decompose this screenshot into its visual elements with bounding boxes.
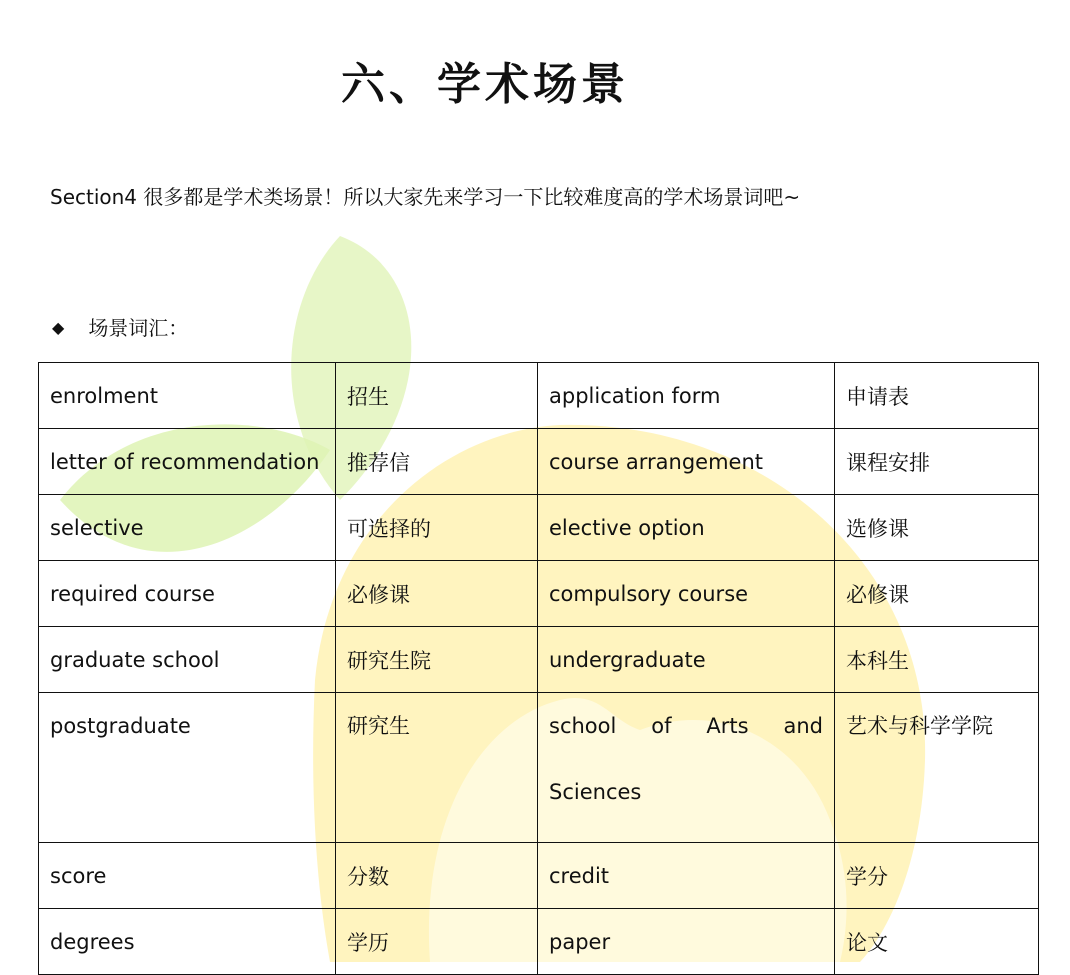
term-en: [39, 693, 336, 843]
term-zh: 学分: [835, 843, 1039, 909]
term-en-line1: [549, 711, 823, 741]
table-row: [39, 561, 1039, 627]
term-en: required course: [39, 561, 336, 627]
term-en: graduate school: [39, 627, 336, 693]
table-row: [39, 363, 1039, 429]
term-zh: 申请表: [835, 363, 1039, 429]
term-zh: 招生: [336, 363, 538, 429]
term-zh: 本科生: [835, 627, 1039, 693]
term-word: school: [549, 714, 617, 738]
term-en: paper: [538, 909, 835, 975]
table-row: [39, 627, 1039, 693]
term-en: course arrangement: [538, 429, 835, 495]
term-en-line2: Sciences: [549, 780, 642, 804]
term-zh-text: 艺术与科学学院: [846, 714, 993, 738]
term-en: credit: [538, 843, 835, 909]
term-zh-text: 研究生: [347, 714, 410, 738]
term-en: elective option: [538, 495, 835, 561]
table-row: [39, 495, 1039, 561]
term-zh: [336, 693, 538, 843]
vocab-table: [38, 362, 1039, 975]
term-word: Arts: [706, 714, 749, 738]
term-en-text: postgraduate: [50, 714, 191, 738]
page-title: 六、学术场景: [341, 59, 629, 110]
table-row: [39, 429, 1039, 495]
term-zh: 必修课: [336, 561, 538, 627]
term-zh: 课程安排: [835, 429, 1039, 495]
term-zh: 分数: [336, 843, 538, 909]
diamond-bullet-icon: ◆: [52, 318, 65, 337]
term-en: undergraduate: [538, 627, 835, 693]
term-en: enrolment: [39, 363, 336, 429]
table-row: [39, 693, 1039, 843]
section-heading: [50, 314, 188, 342]
term-word: and: [783, 714, 823, 738]
term-zh: 必修课: [835, 561, 1039, 627]
term-zh: 学历: [336, 909, 538, 975]
term-zh: 论文: [835, 909, 1039, 975]
term-zh: 研究生院: [336, 627, 538, 693]
term-en: compulsory course: [538, 561, 835, 627]
term-zh: 可选择的: [336, 495, 538, 561]
term-zh: 推荐信: [336, 429, 538, 495]
term-en: application form: [538, 363, 835, 429]
term-en: score: [39, 843, 336, 909]
term-word: of: [651, 714, 672, 738]
section-label: 场景词汇：: [88, 316, 189, 340]
intro-paragraph: Section4 很多都是学术类场景！所以大家先来学习一下比较难度高的学术场景词吧~: [50, 185, 801, 209]
term-en-multiline: [538, 693, 835, 843]
term-en: degrees: [39, 909, 336, 975]
term-zh: 选修课: [835, 495, 1039, 561]
term-en: letter of recommendation: [39, 429, 336, 495]
term-en: selective: [39, 495, 336, 561]
term-zh: [835, 693, 1039, 843]
table-row: [39, 909, 1039, 975]
table-row: [39, 843, 1039, 909]
